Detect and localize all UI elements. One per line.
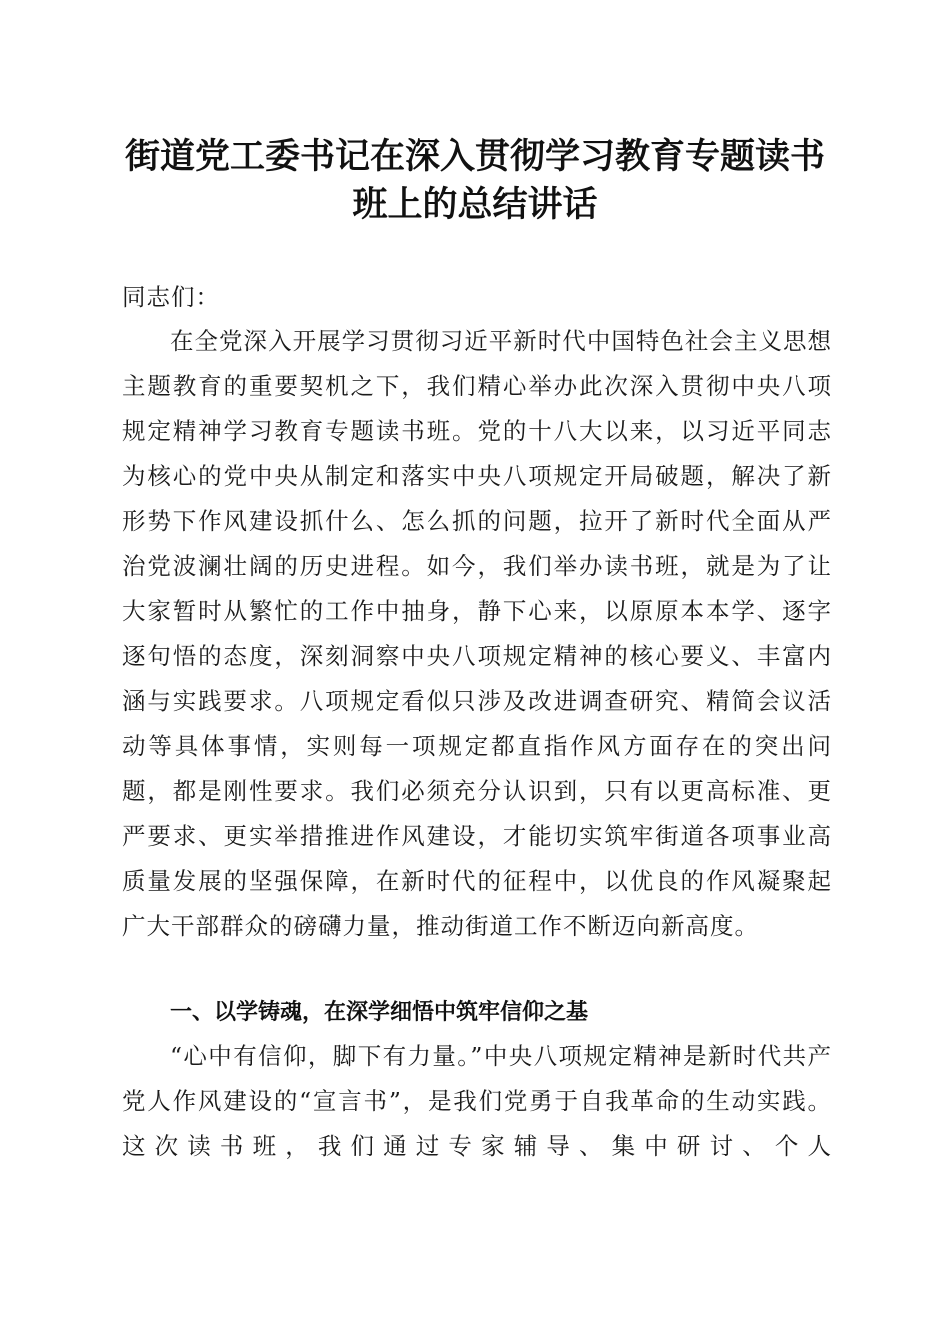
paragraph-intro: 在全党深入开展学习贯彻习近平新时代中国特色社会主义思想主题教育的重要契机之下，我们精心举办此次深入贯彻中央八项规定精神学习教育专题读书班。党的十八大以来，以习近平同志为核心的党中央从制定和落实中央八项规定开局破题，解决了新形势下作风建设抓什么、怎么抓的问题，拉开了新时代全面从严治党波澜壮阔的历史进程。如今，我们举办读书班，就是为了让大家暂时从繁忙的工作中抽身，静下心来，以原原本本学、逐字逐句悟的态度，深刻洞察中央八项规定精神的核心要义、丰富内涵与实践要求。八项规定看似只涉及改进调查研究、精简会议活动等具体事情，实则每一项规定都直指作风方面存在的突出问题，都是刚性要求。我们必须充分认识到，只有以更高标准、更严要求、更实举措推进作风建设，才能切实筑牢街道各项事业高质量发展的坚强保障，在新时代的征程中，以优良的作风凝聚起广大干部群众的磅礴力量，推动街道工作不断迈向新高度。 <box>122 327 832 940</box>
section-heading-1: 一、以学铸魂，在深学细悟中筑牢信仰之基 <box>170 1000 589 1025</box>
paragraph-section-1: “心中有信仰，脚下有力量。”中央八项规定精神是新时代共产党人作风建设的“宣言书”，是我们党勇于自我革命的生动实践。这次读书班，我们通过专家辅导、集中研讨、个人 <box>122 1042 832 1160</box>
document-title-line-1: 街道党工委书记在深入贯彻学习教育专题读书 <box>124 136 825 177</box>
salutation: 同志们： <box>122 283 220 311</box>
document-title-line-2: 班上的总结讲话 <box>352 184 598 225</box>
